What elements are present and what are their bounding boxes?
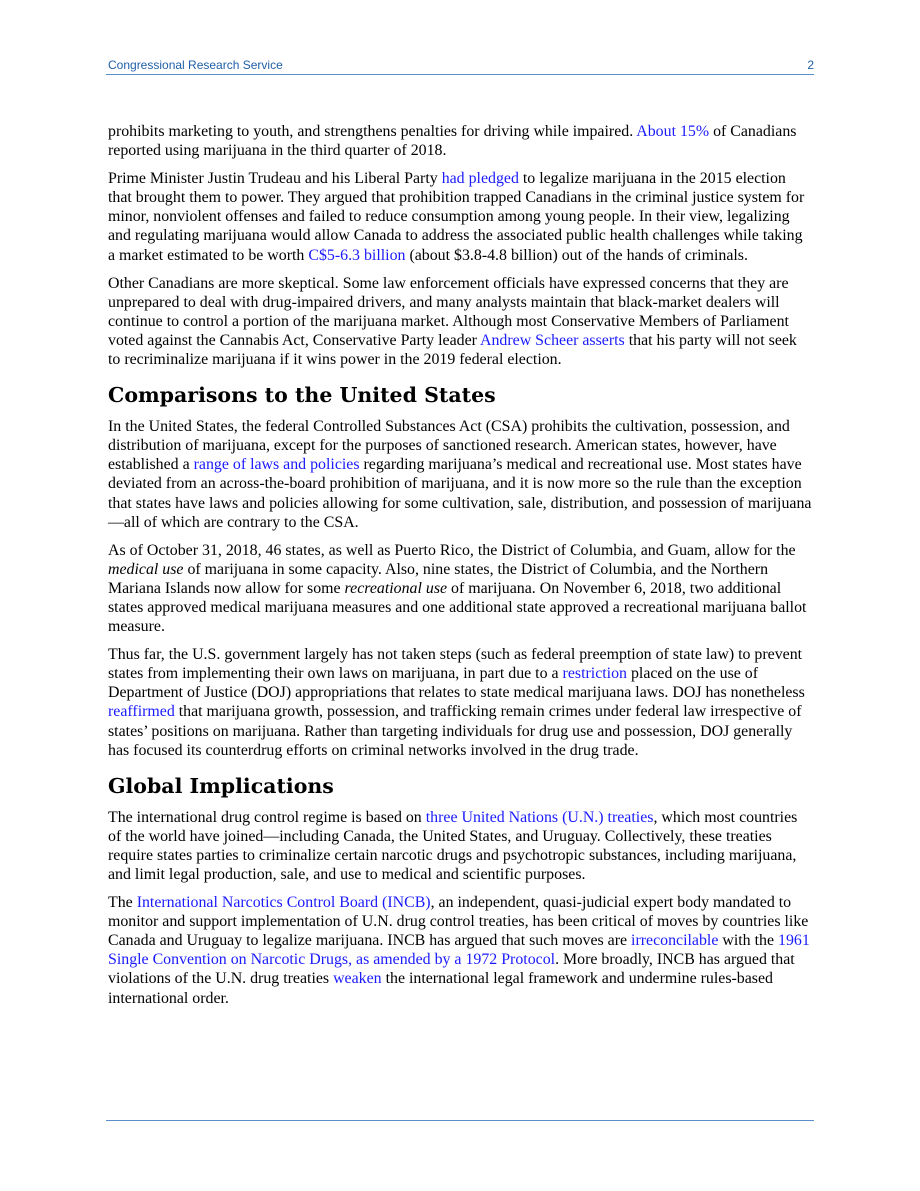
text: The international drug control regime is based on [108,808,426,826]
text: prohibits marketing to youth, and strengthens penalties for driving while impaired. [108,123,637,140]
section-heading-us-comparison: Comparisons to the United States [108,383,496,408]
paragraph-1 [108,122,812,160]
header-rule [106,74,814,75]
link-irreconcilable[interactable]: irreconcilable [631,932,719,950]
text: to legalize marijuana in the 2015 election that brought them to power. They argued that prohibition trapped Canadians in the criminal justice system for minor, nonviolent offenses and failed to reduce consumption among young people. In their view, legalizing and regulating marijuana would allow Canada to address the associated public health challenges while taking a market estimated to be worth [108,170,805,264]
text: of marijuana in some capacity. Also, nine states, the District of Columbia, and the Northern Mariana Islands now allow for some [108,560,769,597]
link-incb[interactable]: International Narcotics Control Board (INCB) [136,894,431,912]
paragraph-2 [108,169,812,264]
paragraph-7 [108,808,812,884]
page-header [108,58,814,74]
link-restriction[interactable]: restriction [562,665,627,683]
link-weaken[interactable]: weaken [333,970,382,988]
emphasis-recreational-use: recreational use [344,579,448,597]
paragraph-8 [108,893,812,1008]
link-1961-convention[interactable]: 1961 Single Convention on Narcotic Drugs, as amended by a 1972 Protocol [108,932,810,969]
text: In the United States, the federal Controlled Substances Act (CSA) prohibits the cultivation, possession, and distribution of marijuana, except for the purposes of sanctioned research. American states, however, have established a [108,418,790,474]
text: regarding marijuana’s medical and recreational use. Most states have deviated from an across-the-board prohibition of marijuana, and it is now more so the rule than the exception that states have laws and policies allowing for some cultivation, sale, distribution, and possession of marijuana—all of which are contrary to the CSA. [108,456,812,531]
text: Thus far, the U.S. government largely has not taken steps (such as federal preemption of state law) to prevent states from implementing their own laws on marijuana, in part due to a [108,646,803,683]
text: that marijuana growth, possession, and trafficking remain crimes under federal law irrespective of states’ positions on marijuana. Rather than targeting individuals for drug use and possession, DOJ generally has focused its counterdrug efforts on criminal networks involved in the drug trade. [108,703,802,759]
paragraph-4 [108,417,812,532]
link-reaffirmed[interactable]: reaffirmed [108,703,175,721]
paragraph-3 [108,274,812,369]
section-heading-global-implications: Global Implications [108,773,334,798]
text: , which most countries of the world have joined—including Canada, the United States, and Uruguay. Collectively, these treaties require states parties to criminalize certain narcotic drugs and psychotropic substances, including marijuana, and limit legal production, sale, and use to medical and scientific purposes. [108,808,798,883]
link-had-pledged[interactable]: had pledged [441,170,519,188]
page-number: 2 [807,58,814,72]
link-un-treaties[interactable]: three United Nations (U.N.) treaties [425,808,654,826]
text: of Canadians reported using marijuana in the third quarter of 2018. [108,123,797,160]
text: Other Canadians are more skeptical. Some law enforcement officials have expressed concerns that they are unprepared to deal with drug-impaired drivers, and many analysts maintain that black-market dealers will continue to control a portion of the marijuana market. Although most Conservative Members of Parliament voted against the Cannabis Act, Conservative Party leader [108,274,789,349]
paragraph-6 [108,645,812,760]
text: with the [718,932,778,950]
emphasis-medical-use: medical use [108,560,184,578]
link-scheer-asserts[interactable]: Andrew Scheer asserts [480,331,625,349]
text: of marijuana. On November 6, 2018, two additional states approved medical marijuana measures and one additional state approved a recreational marijuana ballot measure. [108,579,807,636]
text: the international legal framework and undermine rules-based international order. [108,970,773,1007]
body-text [108,122,812,1017]
header-source: Congressional Research Service [108,58,283,72]
paragraph-5 [108,541,812,636]
text: (about $3.8-4.8 billion) out of the hands of criminals. [405,246,748,264]
text: The [108,894,137,912]
text: As of October 31, 2018, 46 states, as well as Puerto Rico, the District of Columbia, and Guam, allow for the [108,541,796,559]
footer-rule [106,1120,814,1121]
text: . More broadly, INCB has argued that violations of the U.N. drug treaties [108,951,795,988]
link-about-15-percent[interactable]: About 15% [636,123,710,140]
text: , an independent, quasi-judicial expert body mandated to monitor and support implementation of U.N. drug control treaties, has been critical of moves by countries like Canada and Uruguay to legalize marijuana. INCB has argued that such moves are [108,894,809,950]
link-range-of-laws[interactable]: range of laws and policies [193,456,360,474]
text: that his party will not seek to recriminalize marijuana if it wins power in the 2019 federal election. [108,331,797,369]
text: Prime Minister Justin Trudeau and his Liberal Party [108,170,442,188]
link-market-estimate[interactable]: C$5-6.3 billion [308,246,406,264]
text: placed on the use of Department of Justice (DOJ) appropriations that relates to state medical marijuana laws. DOJ has nonetheless [108,665,805,702]
